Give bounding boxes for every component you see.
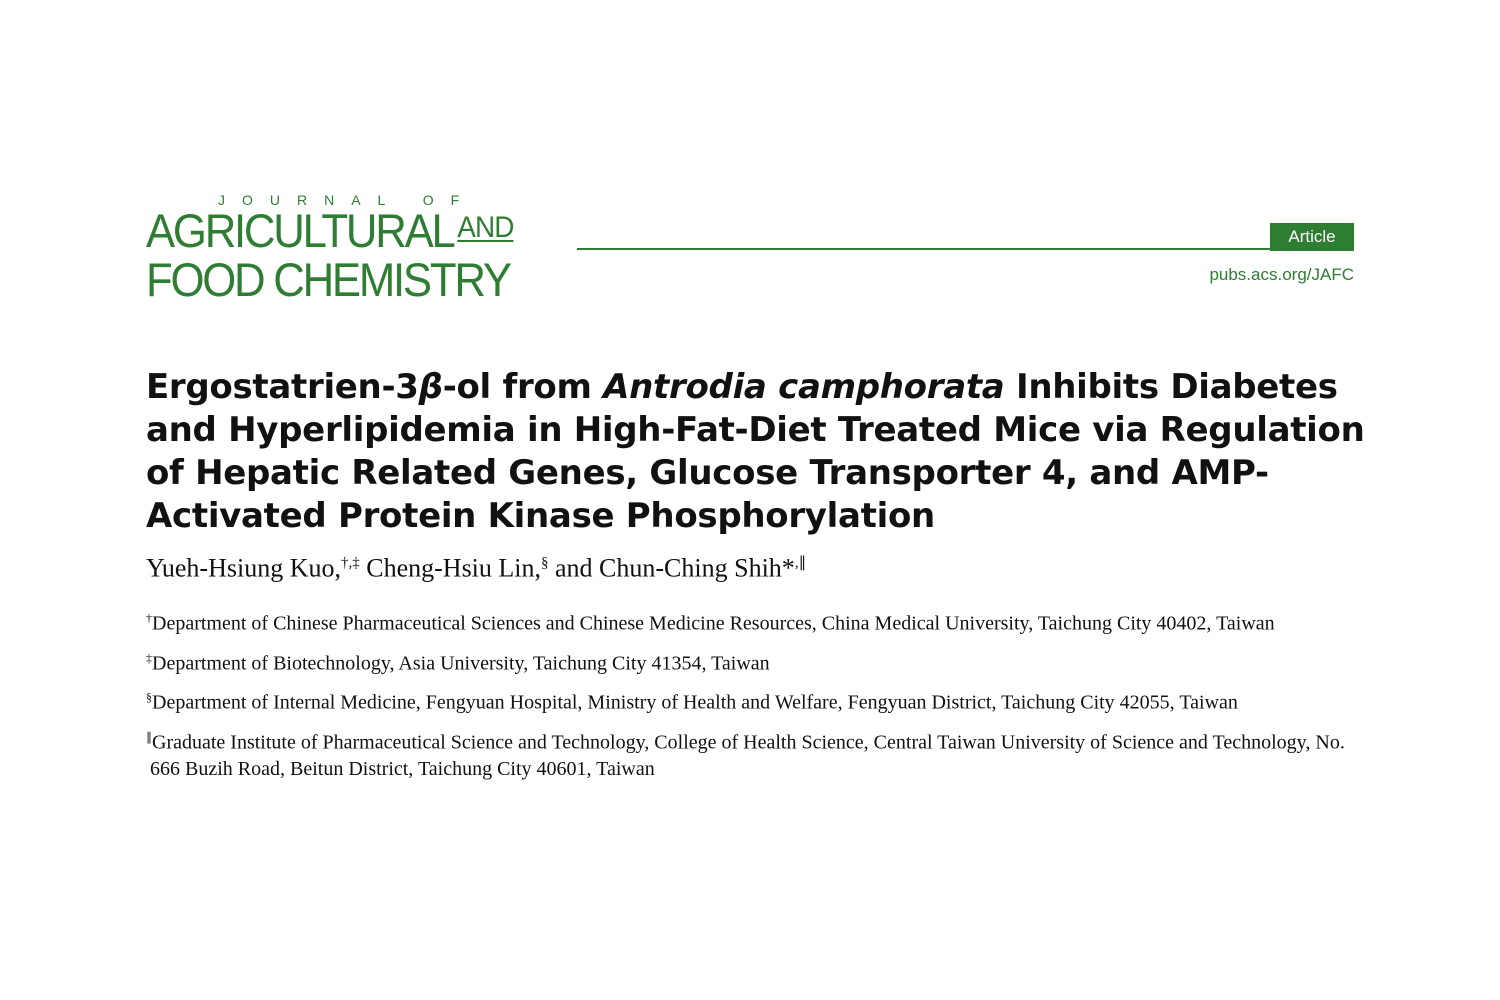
article-title: Ergostatrien-3β-ol from Antrodia camphorata Inhibits Diabetes and Hyperlipidemia in High-Fat-Diet Treated Mice via Regulation of Hepatic Related Genes, Glucose Transporter 4, and AMP-Activated Protein Kinase Phosphorylation bbox=[146, 367, 1365, 536]
author-name: Yueh-Hsiung Kuo, bbox=[146, 553, 341, 583]
affiliation: ‡Department of Biotechnology, Asia University, Taichung City 41354, Taiwan bbox=[146, 650, 770, 675]
journal-logo-line1: AGRICULTURAL bbox=[146, 204, 454, 257]
affiliation: †Department of Chinese Pharmaceutical Sciences and Chinese Medicine Resources, China Medical University, Taichung City 40402, Taiwan bbox=[146, 611, 1275, 635]
author-affiliation-mark: § bbox=[541, 555, 549, 571]
header-rule bbox=[577, 248, 1271, 250]
author-name: Cheng-Hsiu Lin, bbox=[366, 553, 542, 583]
author-name: and Chun-Ching Shih* bbox=[555, 553, 795, 583]
affiliation-list bbox=[146, 605, 1356, 790]
journal-logo-top: JOURNAL OF bbox=[218, 192, 477, 208]
author-list bbox=[146, 553, 806, 584]
journal-logo-line2: FOOD CHEMISTRY bbox=[146, 253, 510, 306]
affiliation: ∥Graduate Institute of Pharmaceutical Science and Technology, College of Health Science, Central Taiwan University of Science and Technology, No. 666 Buzih Road, Beitun District, Taichung City 40601, Taiwan bbox=[146, 729, 1345, 780]
affiliation: §Department of Internal Medicine, Fengyuan Hospital, Ministry of Health and Welfare, Fengyuan District, Taichung City 42055, Taiwan bbox=[146, 690, 1238, 714]
author-affiliation-mark: ,∥ bbox=[794, 555, 807, 571]
journal-logo-and: AND bbox=[457, 211, 514, 244]
journal-logo bbox=[146, 190, 546, 306]
species-name: Antrodia camphorata bbox=[603, 367, 1005, 407]
author-affiliation-mark: †,‡ bbox=[341, 555, 360, 571]
article-type-badge: Article bbox=[1270, 223, 1354, 251]
journal-url[interactable]: pubs.acs.org/JAFC bbox=[1209, 265, 1354, 284]
